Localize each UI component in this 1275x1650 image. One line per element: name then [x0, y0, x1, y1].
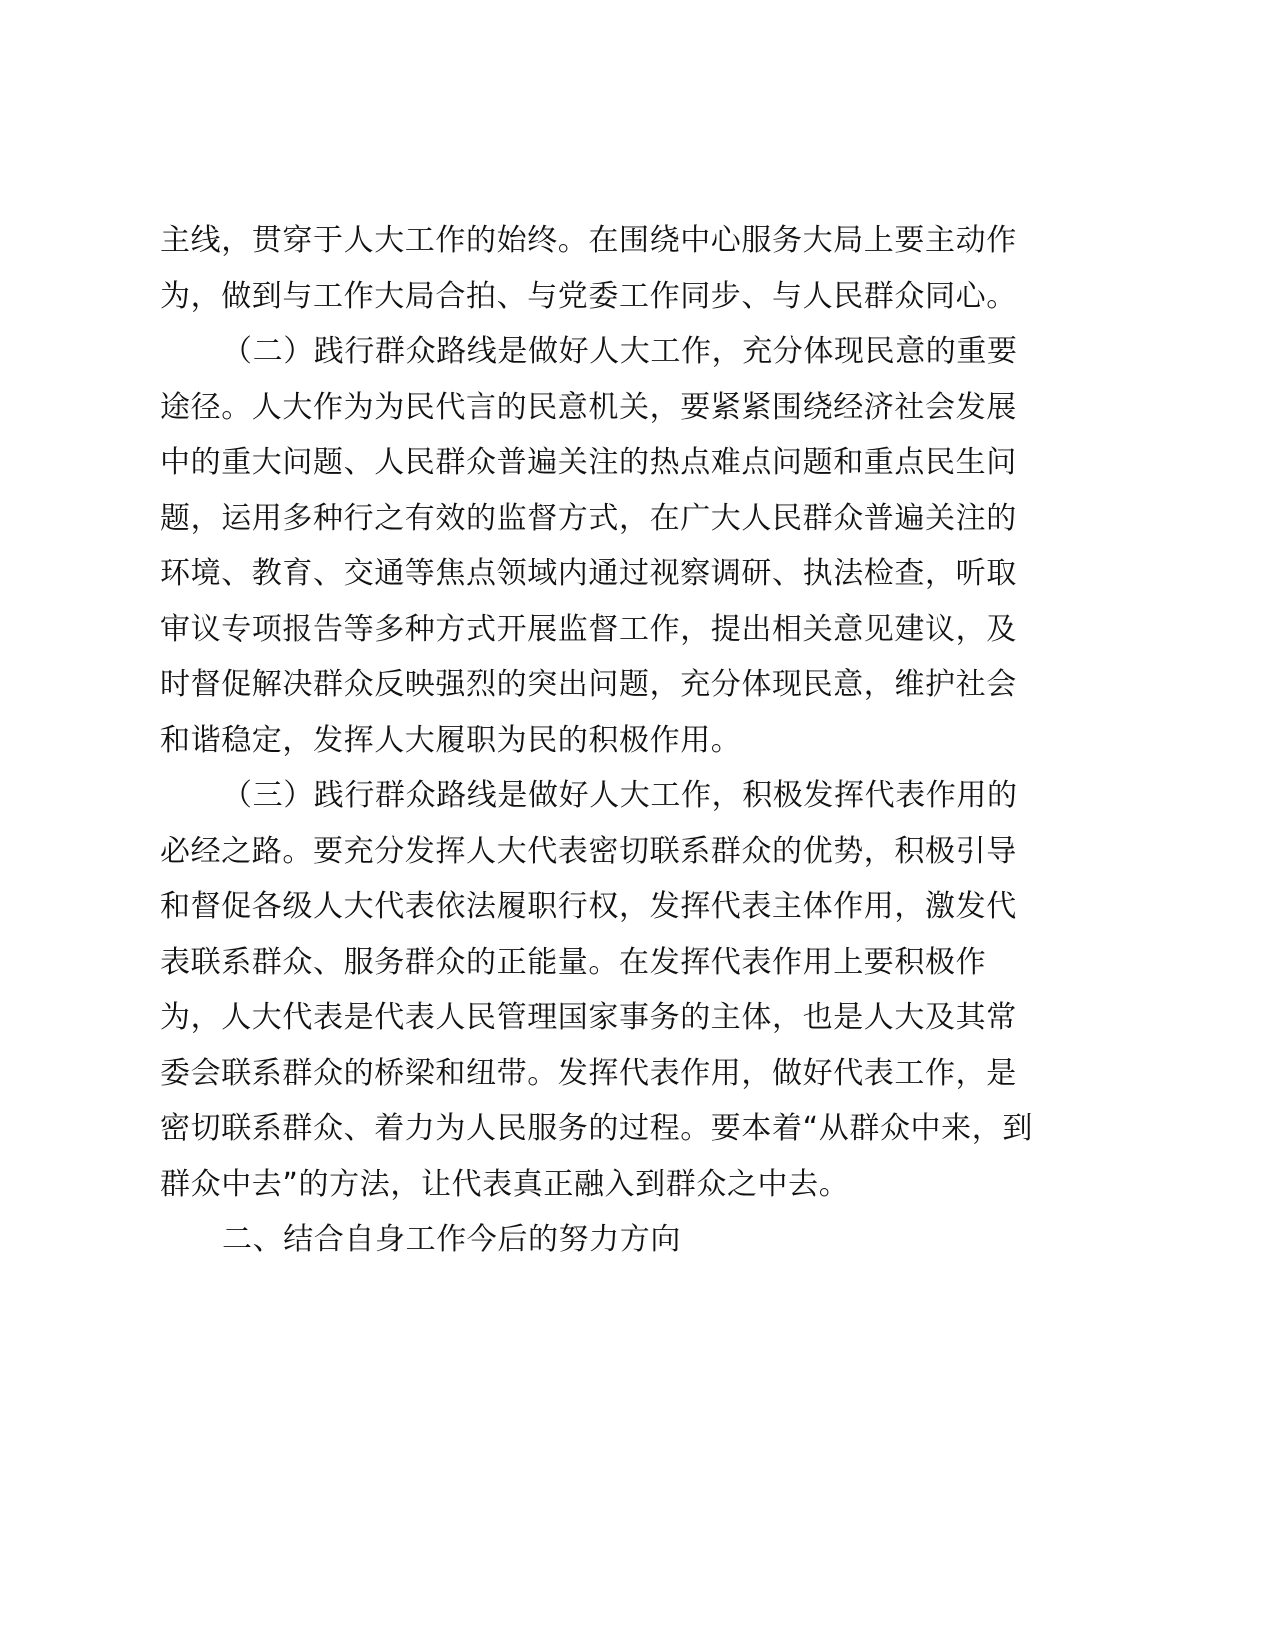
- text-line: 群众中去”的方法，让代表真正融入到群众之中去。: [160, 1166, 850, 1202]
- text-line: 审议专项报告等多种方式开展监督工作，提出相关意见建议，及: [160, 611, 1017, 647]
- text-line: 题，运用多种行之有效的监督方式，在广大人民群众普遍关注的: [160, 500, 1017, 536]
- text-line: 密切联系群众、着力为人民服务的过程。要本着“从群众中来，到: [160, 1111, 1033, 1146]
- text-line: 必经之路。要充分发挥人大代表密切联系群众的优势，积极引导: [160, 833, 1017, 869]
- text-line: 和谐稳定，发挥人大履职为民的积极作用。: [160, 722, 742, 758]
- paragraph-heading-2: （二）践行群众路线是做好人大工作，充分体现民意的重要: [222, 334, 1018, 369]
- text-line: 委会联系群众的桥梁和纽带。发挥代表作用，做好代表工作，是: [160, 1055, 1017, 1091]
- text-line: 和督促各级人大代表依法履职行权，发挥代表主体作用，激发代: [160, 889, 1017, 924]
- text-line: 中的重大问题、人民群众普遍关注的热点难点问题和重点民生问: [160, 445, 1017, 480]
- section-heading: 二、结合自身工作今后的努力方向: [222, 1222, 681, 1257]
- body-text: [160, 213, 1070, 1268]
- text-line: 途径。人大作为为民代言的民意机关，要紧紧围绕经济社会发展: [160, 389, 1017, 425]
- text-line: 为，做到与工作大局合拍、与党委工作同步、与人民群众同心。: [160, 278, 1017, 314]
- text-line: 环境、教育、交通等焦点领域内通过视察调研、执法检查，听取: [160, 556, 1017, 591]
- text-line: 表联系群众、服务群众的正能量。在发挥代表作用上要积极作: [160, 944, 987, 980]
- text-line: 主线，贯穿于人大工作的始终。在围绕中心服务大局上要主动作: [160, 223, 1017, 258]
- text-line: 时督促解决群众反映强烈的突出问题，充分体现民意，维护社会: [160, 667, 1017, 702]
- text-line: 为，人大代表是代表人民管理国家事务的主体，也是人大及其常: [160, 1000, 1017, 1035]
- paragraph-heading-3: （三）践行群众路线是做好人大工作，积极发挥代表作用的: [222, 778, 1018, 813]
